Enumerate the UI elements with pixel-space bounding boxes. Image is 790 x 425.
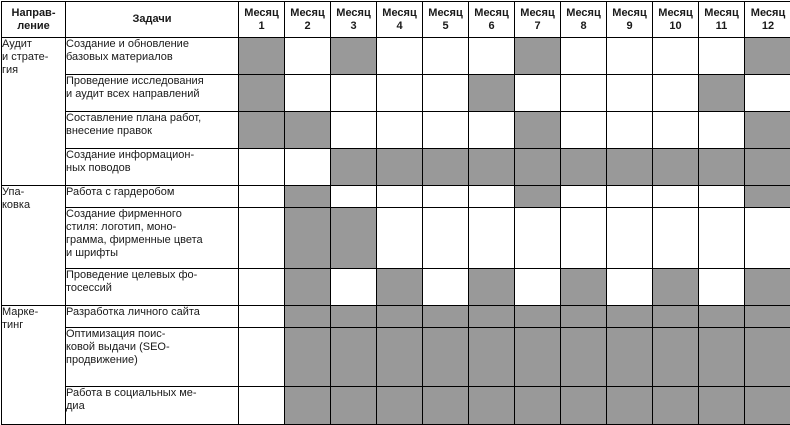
filled-month-cell — [423, 328, 469, 387]
empty-month-cell — [469, 208, 515, 269]
empty-month-cell — [653, 186, 699, 208]
table-row — [2, 112, 790, 149]
task-label: Создание информацион- ных поводов — [66, 149, 194, 174]
empty-month-cell — [423, 186, 469, 208]
task-label: Оптимизация поис- ковой выдачи (SEO- продвижение) — [66, 328, 170, 366]
empty-month-cell — [699, 208, 745, 269]
header-month-9: Месяц 9 — [607, 2, 653, 38]
filled-month-cell — [377, 387, 423, 425]
filled-month-cell — [377, 149, 423, 186]
empty-month-cell — [423, 75, 469, 112]
task-cell — [66, 387, 239, 425]
header-month-11: Месяц 11 — [699, 2, 745, 38]
filled-month-cell — [515, 306, 561, 328]
empty-month-cell — [607, 186, 653, 208]
empty-month-cell — [561, 38, 607, 75]
filled-month-cell — [699, 75, 745, 112]
empty-month-cell — [745, 208, 790, 269]
filled-month-cell — [653, 306, 699, 328]
task-cell — [66, 75, 239, 112]
filled-month-cell — [699, 306, 745, 328]
table-row — [2, 38, 790, 75]
filled-month-cell — [561, 149, 607, 186]
empty-month-cell — [653, 208, 699, 269]
header-tasks: Задачи — [66, 2, 239, 38]
table-row — [2, 208, 790, 269]
filled-month-cell — [285, 387, 331, 425]
filled-month-cell — [607, 306, 653, 328]
empty-month-cell — [423, 38, 469, 75]
empty-month-cell — [239, 186, 285, 208]
header-direction: Направ- ление — [2, 2, 66, 38]
filled-month-cell — [469, 149, 515, 186]
empty-month-cell — [469, 186, 515, 208]
filled-month-cell — [331, 328, 377, 387]
header-month-7: Месяц 7 — [515, 2, 561, 38]
task-label: Разработка личного сайта — [66, 306, 200, 318]
plan-table — [1, 1, 790, 425]
empty-month-cell — [653, 112, 699, 149]
filled-month-cell — [561, 387, 607, 425]
empty-month-cell — [561, 112, 607, 149]
filled-month-cell — [745, 112, 790, 149]
empty-month-cell — [239, 269, 285, 306]
empty-month-cell — [239, 328, 285, 387]
task-cell — [66, 328, 239, 387]
task-label: Проведение целевых фо- тосессий — [66, 269, 197, 294]
filled-month-cell — [285, 186, 331, 208]
filled-month-cell — [239, 112, 285, 149]
empty-month-cell — [607, 112, 653, 149]
filled-month-cell — [285, 208, 331, 269]
empty-month-cell — [331, 186, 377, 208]
filled-month-cell — [515, 328, 561, 387]
filled-month-cell — [285, 112, 331, 149]
empty-month-cell — [285, 149, 331, 186]
filled-month-cell — [699, 387, 745, 425]
direction-cell — [2, 38, 66, 186]
empty-month-cell — [515, 269, 561, 306]
empty-month-cell — [377, 38, 423, 75]
filled-month-cell — [653, 269, 699, 306]
header-row — [2, 2, 790, 38]
filled-month-cell — [469, 75, 515, 112]
filled-month-cell — [285, 328, 331, 387]
filled-month-cell — [653, 328, 699, 387]
task-cell — [66, 306, 239, 328]
filled-month-cell — [469, 387, 515, 425]
filled-month-cell — [607, 328, 653, 387]
filled-month-cell — [745, 269, 790, 306]
filled-month-cell — [285, 306, 331, 328]
direction-label: Марке- тинг — [2, 306, 38, 331]
filled-month-cell — [561, 269, 607, 306]
filled-month-cell — [377, 269, 423, 306]
empty-month-cell — [239, 149, 285, 186]
empty-month-cell — [469, 112, 515, 149]
filled-month-cell — [561, 328, 607, 387]
task-cell — [66, 208, 239, 269]
filled-month-cell — [653, 387, 699, 425]
empty-month-cell — [331, 75, 377, 112]
table-row — [2, 75, 790, 112]
task-cell — [66, 149, 239, 186]
empty-month-cell — [699, 112, 745, 149]
empty-month-cell — [561, 208, 607, 269]
filled-month-cell — [745, 306, 790, 328]
filled-month-cell — [285, 269, 331, 306]
task-label: Создание и обновление базовых материалов — [66, 38, 189, 63]
filled-month-cell — [515, 186, 561, 208]
header-month-10: Месяц 10 — [653, 2, 699, 38]
empty-month-cell — [285, 75, 331, 112]
filled-month-cell — [423, 149, 469, 186]
filled-month-cell — [515, 38, 561, 75]
empty-month-cell — [377, 75, 423, 112]
empty-month-cell — [561, 75, 607, 112]
filled-month-cell — [607, 149, 653, 186]
empty-month-cell — [469, 38, 515, 75]
header-month-5: Месяц 5 — [423, 2, 469, 38]
table-row — [2, 387, 790, 425]
empty-month-cell — [239, 208, 285, 269]
empty-month-cell — [423, 112, 469, 149]
filled-month-cell — [331, 387, 377, 425]
table-row — [2, 306, 790, 328]
header-month-6: Месяц 6 — [469, 2, 515, 38]
empty-month-cell — [699, 269, 745, 306]
header-month-1: Месяц 1 — [239, 2, 285, 38]
task-cell — [66, 112, 239, 149]
empty-month-cell — [377, 112, 423, 149]
task-cell — [66, 38, 239, 75]
filled-month-cell — [469, 328, 515, 387]
filled-month-cell — [469, 306, 515, 328]
empty-month-cell — [607, 75, 653, 112]
empty-month-cell — [607, 38, 653, 75]
task-label: Работа в социальных ме- диа — [66, 387, 197, 412]
filled-month-cell — [331, 38, 377, 75]
empty-month-cell — [699, 186, 745, 208]
empty-month-cell — [331, 269, 377, 306]
filled-month-cell — [423, 387, 469, 425]
empty-month-cell — [561, 186, 607, 208]
filled-month-cell — [515, 112, 561, 149]
table-row — [2, 328, 790, 387]
filled-month-cell — [745, 328, 790, 387]
direction-label: Аудит и страте- гия — [2, 38, 48, 76]
filled-month-cell — [377, 306, 423, 328]
task-label: Составление плана работ, внесение правок — [66, 112, 201, 137]
plan-body — [2, 38, 790, 425]
direction-label: Упа- ковка — [2, 186, 30, 211]
header-month-12: Месяц 12 — [745, 2, 790, 38]
filled-month-cell — [561, 306, 607, 328]
table-row — [2, 269, 790, 306]
table-row — [2, 149, 790, 186]
empty-month-cell — [515, 75, 561, 112]
filled-month-cell — [239, 75, 285, 112]
empty-month-cell — [377, 186, 423, 208]
header-month-3: Месяц 3 — [331, 2, 377, 38]
filled-month-cell — [469, 269, 515, 306]
header-month-2: Месяц 2 — [285, 2, 331, 38]
task-label: Проведение исследования и аудит всех направлений — [66, 75, 204, 100]
filled-month-cell — [331, 149, 377, 186]
filled-month-cell — [331, 306, 377, 328]
task-label: Создание фирменного стиля: логотип, моно- грамма, фирменные цвета и шрифты — [66, 208, 203, 259]
empty-month-cell — [607, 269, 653, 306]
empty-month-cell — [745, 75, 790, 112]
filled-month-cell — [653, 149, 699, 186]
empty-month-cell — [653, 75, 699, 112]
filled-month-cell — [515, 149, 561, 186]
empty-month-cell — [377, 208, 423, 269]
empty-month-cell — [607, 208, 653, 269]
filled-month-cell — [515, 387, 561, 425]
filled-month-cell — [423, 306, 469, 328]
empty-month-cell — [423, 208, 469, 269]
filled-month-cell — [239, 38, 285, 75]
empty-month-cell — [239, 387, 285, 425]
task-cell — [66, 269, 239, 306]
direction-cell — [2, 306, 66, 425]
filled-month-cell — [607, 387, 653, 425]
empty-month-cell — [331, 112, 377, 149]
filled-month-cell — [745, 387, 790, 425]
header-month-8: Месяц 8 — [561, 2, 607, 38]
header-month-4: Месяц 4 — [377, 2, 423, 38]
empty-month-cell — [285, 38, 331, 75]
empty-month-cell — [515, 208, 561, 269]
empty-month-cell — [699, 38, 745, 75]
filled-month-cell — [377, 328, 423, 387]
filled-month-cell — [745, 38, 790, 75]
task-label: Работа с гардеробом — [66, 186, 174, 198]
empty-month-cell — [239, 306, 285, 328]
empty-month-cell — [653, 38, 699, 75]
filled-month-cell — [331, 208, 377, 269]
empty-month-cell — [423, 269, 469, 306]
filled-month-cell — [745, 186, 790, 208]
task-cell — [66, 186, 239, 208]
filled-month-cell — [699, 149, 745, 186]
table-row — [2, 186, 790, 208]
direction-cell — [2, 186, 66, 306]
filled-month-cell — [745, 149, 790, 186]
filled-month-cell — [699, 328, 745, 387]
